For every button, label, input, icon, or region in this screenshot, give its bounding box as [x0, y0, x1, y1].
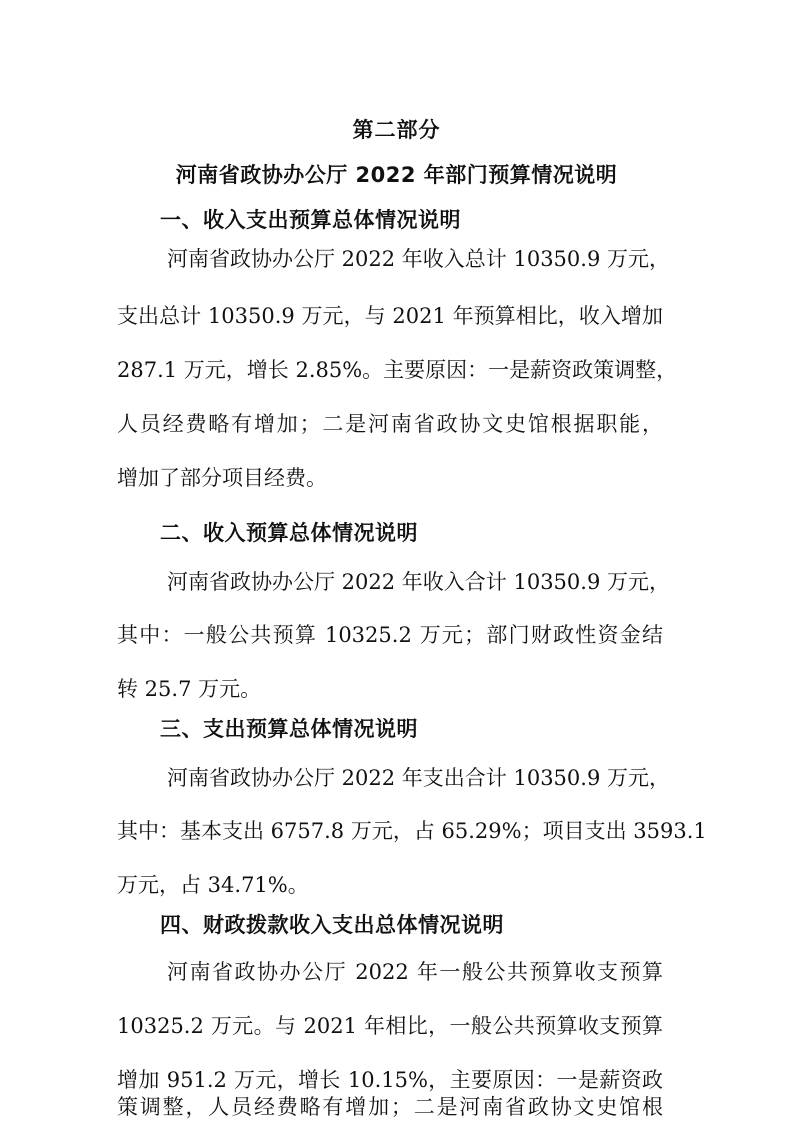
section-3-line-2: 其中：基本支出 6757.8 万元，占 65.29%；项目支出 3593.1 — [117, 819, 707, 843]
section-4-line-1: 河南省政协办公厅 2022 年一般公共预算收支预算 — [167, 960, 663, 984]
section-1-line-4: 人员经费略有增加；二是河南省政协文史馆根据职能， — [117, 412, 663, 436]
section-4-line-4: 策调整，人员经费略有增加；二是河南省政协文史馆根 — [117, 1095, 663, 1119]
section-1-line-1: 河南省政协办公厅 2022 年收入总计 10350.9 万元， — [167, 247, 670, 271]
section-1-heading: 一、收入支出预算总体情况说明 — [160, 208, 461, 232]
section-4-heading: 四、财政拨款收入支出总体情况说明 — [160, 913, 504, 937]
section-1-line-5: 增加了部分项目经费。 — [117, 466, 327, 490]
section-2-heading: 二、收入预算总体情况说明 — [160, 521, 418, 545]
section-1-line-3: 287.1 万元，增长 2.85%。主要原因：一是薪资政策调整， — [117, 358, 678, 382]
section-3-heading: 三、支出预算总体情况说明 — [160, 717, 418, 741]
section-4-line-3: 增加 951.2 万元，增长 10.15%，主要原因：一是薪资政 — [117, 1068, 663, 1092]
section-2-line-2: 其中：一般公共预算 10325.2 万元；部门财政性资金结 — [117, 623, 663, 647]
section-1-line-2: 支出总计 10350.9 万元，与 2021 年预算相比，收入增加 — [117, 304, 663, 328]
section-3-line-1: 河南省政协办公厅 2022 年支出合计 10350.9 万元， — [167, 766, 670, 790]
section-2-line-1: 河南省政协办公厅 2022 年收入合计 10350.9 万元， — [167, 570, 670, 594]
section-3-line-3: 万元，占 34.71%。 — [117, 873, 309, 897]
section-4-line-2: 10325.2 万元。与 2021 年相比，一般公共预算收支预算 — [117, 1014, 663, 1038]
section-2-line-3: 转 25.7 万元。 — [117, 677, 262, 701]
document-title: 河南省政协办公厅 2022 年部门预算情况说明 — [175, 163, 618, 187]
part-title: 第二部分 — [352, 118, 441, 142]
